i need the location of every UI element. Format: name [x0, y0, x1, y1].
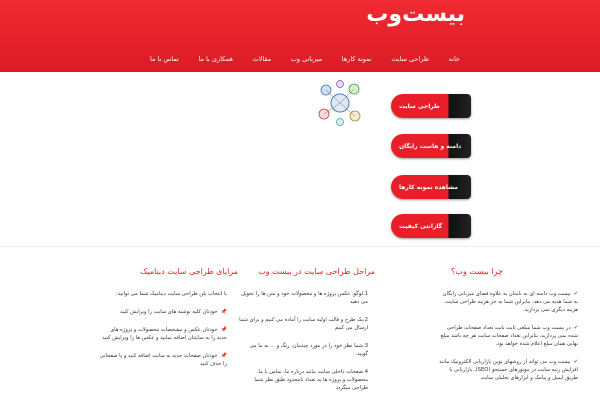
- pin-icon: 📌: [220, 327, 227, 333]
- steps-section-title: مراحل طراحی سایت در بیست وب: [258, 267, 375, 276]
- pin-icon: 📌: [220, 353, 227, 359]
- feature-item: 📌خودتان صفحات جدید به سایت اضافه کنید و یا صفحاتی را حذف کنید: [99, 353, 227, 367]
- feature-item: 📌خودتان کلیه نوشته های سایت را ویرایش کنید: [120, 309, 227, 315]
- steps-section-list: [238, 290, 368, 402]
- pin-icon: 📌: [220, 309, 227, 315]
- view-portfolio-button[interactable]: [391, 175, 471, 199]
- step-item: 2.یک طرح و قالب اولیه سایت را آماده می کنیم و برای شما ارسال می کنیم: [239, 317, 368, 331]
- features-section-list: [99, 290, 227, 378]
- nav-item-home[interactable]: خانه: [448, 55, 460, 63]
- why-item: ✔بیست وب دامنه ای به نامتان به علاوه فضای میزبانی رایگان به شما هدیه می دهد. بنابراین شما به جز هزینه طراحی سایت، هزینه دیگری نمی پردازید.: [442, 291, 578, 313]
- nav-item-contact[interactable]: تماس با ما: [150, 55, 179, 63]
- step-item: 4.صفحات داخلی سایت مانند درباره ما، تماس با ما، محصولات و پروژه ها به تعداد نامحدود طبق نظر شما طراحی میگردد: [254, 369, 368, 391]
- free-domain-hosting-button[interactable]: [391, 134, 471, 158]
- why-section-title: چرا بیست وب؟: [451, 267, 503, 276]
- web-design-diagram-image: [318, 80, 362, 126]
- nav-item-cooperation[interactable]: همکاری با ما: [198, 55, 233, 63]
- nav-item-web-design[interactable]: طراحی سایت: [391, 55, 430, 63]
- check-icon: ✔: [573, 325, 578, 331]
- step-item: 3.شما نظر خود را در مورد چیدمان، رنگ و ... به ما می گویید.: [249, 343, 368, 357]
- quality-guarantee-button-label: گارانتی کیفیت: [399, 222, 443, 230]
- step-item: 1.لوگو، عکس پروژه ها و محصولات خود و متن ها را تحویل می دهید: [241, 291, 368, 305]
- check-icon: ✔: [573, 291, 578, 297]
- nav-item-articles[interactable]: مقالات: [252, 55, 272, 63]
- nav-item-portfolio[interactable]: نمونه کارها: [341, 55, 372, 63]
- free-domain-hosting-button-label: دامنه و هاست رایگان: [399, 142, 462, 150]
- view-portfolio-button-label: مشاهده نمونه کارها: [399, 183, 458, 191]
- site-logo[interactable]: بیست‌وب: [366, 2, 465, 27]
- check-icon: ✔: [573, 359, 578, 365]
- web-design-button-label: طراحی سایت: [399, 102, 440, 110]
- quality-guarantee-button[interactable]: [391, 214, 471, 238]
- why-item: ✔در بیست وب شما مبلغی ثابت بابت تعداد صفحات طراحی شده نمی پردازید، بنابراین تعداد صفحات سایت هر چه باشد مبلغ نهایی همان مبلغ اعلام شده خواهد بود.: [440, 325, 578, 347]
- features-section-title: مزایای طراحی سایت دینامیک: [140, 267, 238, 276]
- header-bar: [0, 0, 600, 72]
- section-divider: [0, 246, 600, 247]
- feature-intro: با انتخاب پلن طراحی سایت دینامیک شما می توانید:: [116, 291, 227, 297]
- why-item: ✔بیست وب می تواند از روشهای نوین بازاریابی الکترونیک مانند افزایش رتبه سایت در موتورهای جستجو (SEO)، بازاریابی با طریق ایمیل و پیامک و ابزارهای تحلیلی سایت: [439, 359, 578, 381]
- why-section-list: [438, 290, 578, 392]
- feature-item: 📌خودتان عکس و مشخصات محصولات و پروژه های جدید را به سایتتان اضافه نمایید و عکس ها را ویرایش کنید: [102, 327, 227, 341]
- nav-item-hosting[interactable]: میزبانی وب: [290, 55, 323, 63]
- main-nav: [150, 52, 460, 66]
- web-design-button[interactable]: [391, 94, 471, 118]
